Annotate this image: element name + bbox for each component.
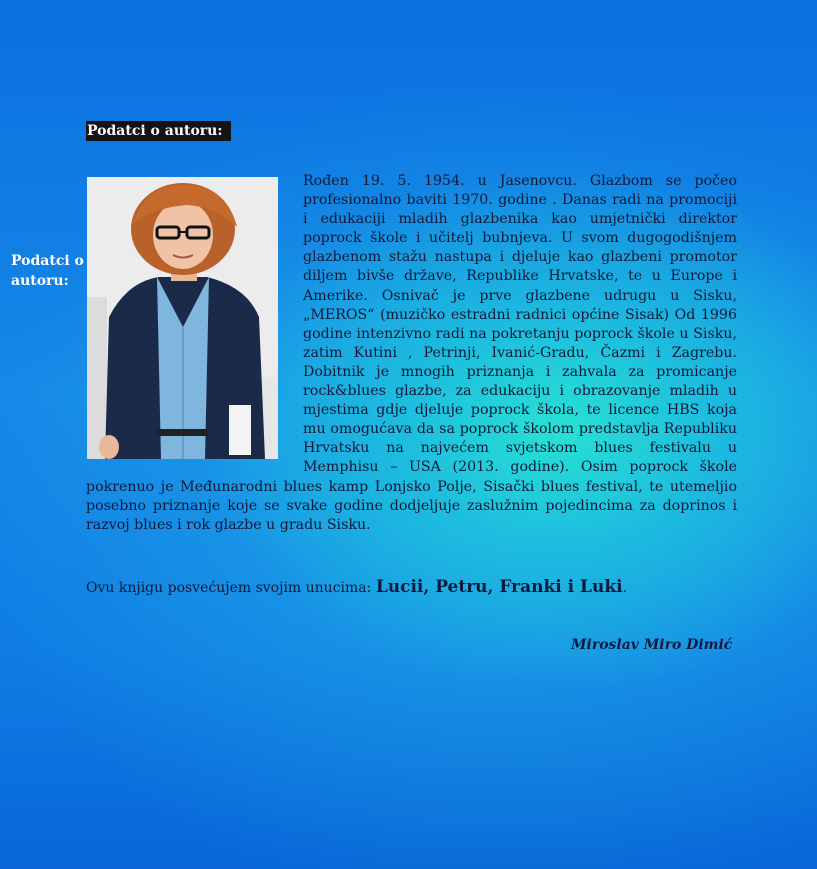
author-bio-text: Rođen 19. 5. 1954. u Jasenovcu. Glazbom se počeo profesionalno baviti 1970. godine . Danas radi na promociji i edukaciji mladih glazbenika kao umjetnički direktor poprock škole i učitelj bubnjeva. U svom dugogodišnjem glazbenom stažu nastupa i djeluje kao glazbeni promotor diljem bivše države, Republike Hrvatske, te u Europe i Amerike. Osnivač je prve glazbene udrugu u Sisku, „MEROS“ (muzičko estradni radnici općine Sisak) Od 1996 godine intenzivno radi na pokretanju poprock škole u Sisku, zatim Kutini , Petrinji, Ivanić-Gradu, Čazmi i Zagrebu. Dobitnik je mnogih priznanja i zahvala za promicanje rock&blues glazbe, za edukaciju i obrazovanje mladih u mjestima gdje djeluje poprock škola, te licence HBS koja mu omogućava da sa poprock školom predstavlja Republiku Hrvatsku na najvećem svjetskom blues festivalu u Memphisu – USA (2013. godine). Osim poprock škole pokrenuo je Međunarodni blues kamp Lonjsko Polje, Sisački blues festival, te utemeljio posebno priznanje koje se svake godine dodjeljuje zaslužnim pojedincima za doprinos i razvoj blues i rok glazbe u gradu Sisku. bbox=[86, 173, 737, 533]
side-label: Podatci o autoru: bbox=[11, 253, 84, 289]
dedication-suffix: . bbox=[622, 580, 628, 596]
header-label: Podatci o autoru: bbox=[86, 121, 231, 141]
photo-spacer bbox=[86, 172, 303, 463]
author-signature: Miroslav Miro Dimić bbox=[571, 637, 733, 653]
dedication-names: Lucii, Petru, Franki i Luki bbox=[375, 577, 623, 597]
dedication-prefix: Ovu knjigu posvećujem svojim unucima: bbox=[86, 580, 376, 596]
author-bio bbox=[86, 172, 737, 535]
dedication bbox=[86, 576, 737, 599]
